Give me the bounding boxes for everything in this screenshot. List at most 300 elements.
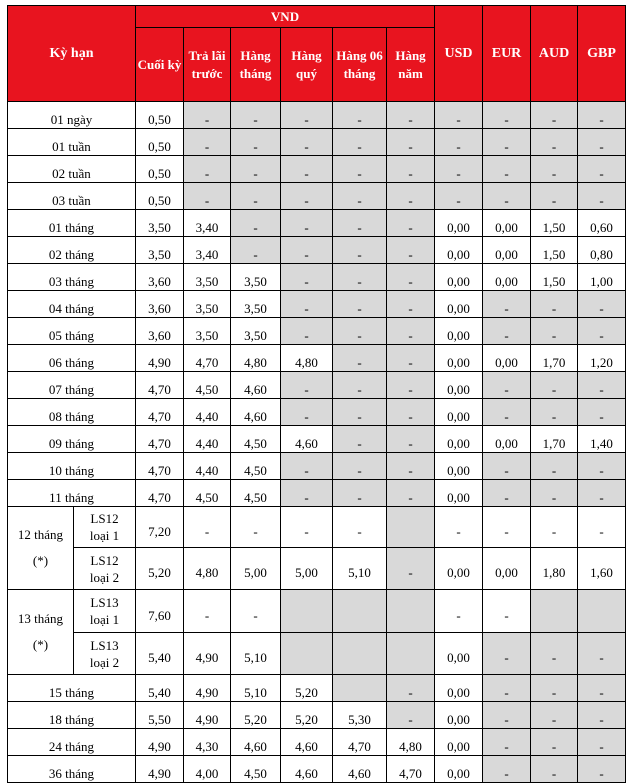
rate-cell xyxy=(281,702,333,729)
term-label xyxy=(8,183,136,210)
rate-cell xyxy=(435,156,483,183)
rate-cell xyxy=(483,675,531,702)
rate-value: - xyxy=(504,165,509,181)
term-label xyxy=(8,102,136,129)
rate-value: - xyxy=(204,192,210,208)
rate-cell xyxy=(184,318,231,345)
rate-value: 5,40 xyxy=(148,650,171,665)
rate-cell xyxy=(483,453,531,480)
rate-value: - xyxy=(599,327,604,343)
rate-cell xyxy=(531,633,578,675)
rate-cell xyxy=(333,702,387,729)
term-label-text: 18 tháng xyxy=(48,712,95,727)
rate-cell xyxy=(531,729,578,756)
rate-cell xyxy=(333,399,387,426)
rate-value: - xyxy=(357,489,362,505)
table-row xyxy=(8,633,626,675)
rate-cell xyxy=(136,453,184,480)
rate-cell xyxy=(333,183,387,210)
rate-value: 3,40 xyxy=(195,219,219,235)
rate-cell xyxy=(184,156,231,183)
rate-cell xyxy=(136,399,184,426)
rate-value: - xyxy=(408,354,413,370)
header-eur: EUR xyxy=(483,6,531,102)
rate-cell xyxy=(281,426,333,453)
rate-value: - xyxy=(599,138,604,154)
rate-cell xyxy=(435,756,483,783)
sub-term-label xyxy=(74,590,136,633)
term-label xyxy=(8,210,136,237)
rate-cell xyxy=(184,237,231,264)
rate-cell xyxy=(435,291,483,318)
rate-cell xyxy=(483,264,531,291)
rate-cell xyxy=(531,345,578,372)
rate-value: - xyxy=(504,111,509,127)
rate-value: - xyxy=(357,435,362,451)
rate-value: - xyxy=(551,765,557,781)
rate-value: - xyxy=(357,354,362,370)
rate-cell xyxy=(184,183,231,210)
rate-cell xyxy=(578,633,626,675)
rate-value: 4,90 xyxy=(195,650,219,665)
rate-cell xyxy=(281,675,333,702)
rate-value: 0,50 xyxy=(148,138,171,154)
rate-value: - xyxy=(408,138,413,154)
rate-value: - xyxy=(253,138,258,154)
rate-cell xyxy=(483,291,531,318)
rate-cell xyxy=(435,480,483,507)
rate-cell xyxy=(136,210,184,237)
term-label xyxy=(8,156,136,183)
rate-value: - xyxy=(551,738,557,754)
rate-cell xyxy=(231,702,281,729)
header-vnd-col: Hàng năm xyxy=(387,28,435,102)
rate-cell xyxy=(578,156,626,183)
rate-cell xyxy=(387,102,435,129)
rate-cell xyxy=(136,729,184,756)
rate-value: 5,30 xyxy=(348,711,371,727)
rate-cell xyxy=(281,129,333,156)
table-row xyxy=(8,291,626,318)
rate-cell xyxy=(333,480,387,507)
rate-value: - xyxy=(504,138,509,154)
rate-cell xyxy=(578,264,626,291)
rate-value: - xyxy=(253,219,258,235)
rate-value: 0,00 xyxy=(495,435,518,451)
rate-value: 1,70 xyxy=(542,354,566,370)
rate-cell xyxy=(578,756,626,783)
rate-value: 4,50 xyxy=(244,489,267,505)
rate-value: - xyxy=(551,408,557,424)
rate-cell xyxy=(531,399,578,426)
rate-value: 4,60 xyxy=(244,408,267,424)
rate-value: 1,80 xyxy=(542,565,566,580)
sub-term-code: LS12 xyxy=(90,511,119,526)
rate-cell xyxy=(333,675,387,702)
rate-value: - xyxy=(204,523,210,539)
rate-cell xyxy=(136,548,184,590)
rate-cell xyxy=(435,426,483,453)
rate-value: - xyxy=(357,111,362,127)
rate-cell xyxy=(136,345,184,372)
rate-value: - xyxy=(551,165,557,181)
rate-value: - xyxy=(253,523,258,539)
rate-cell xyxy=(387,264,435,291)
rate-cell xyxy=(333,729,387,756)
rate-cell xyxy=(483,426,531,453)
sub-term-label xyxy=(74,548,136,590)
rate-cell xyxy=(281,548,333,590)
rate-value: 1,60 xyxy=(590,565,613,580)
rate-cell xyxy=(483,183,531,210)
rate-cell xyxy=(483,156,531,183)
rate-value: - xyxy=(304,462,309,478)
rate-value: 0,00 xyxy=(447,565,470,580)
rate-value: 0,00 xyxy=(447,765,470,781)
term-label-text: 03 tháng xyxy=(48,274,95,289)
term-label-text: 15 tháng xyxy=(48,685,95,700)
rate-value: - xyxy=(304,219,309,235)
table-row xyxy=(8,102,626,129)
table-row xyxy=(8,318,626,345)
rate-cell xyxy=(231,548,281,590)
term-label xyxy=(8,399,136,426)
rate-value: - xyxy=(304,192,309,208)
rate-cell xyxy=(531,453,578,480)
rate-cell xyxy=(333,345,387,372)
rate-cell xyxy=(184,675,231,702)
rate-cell xyxy=(483,210,531,237)
rate-cell xyxy=(483,102,531,129)
rate-value: 5,10 xyxy=(348,565,371,580)
rate-value: 4,70 xyxy=(148,462,171,478)
rate-cell xyxy=(578,183,626,210)
rate-value: 4,40 xyxy=(195,408,219,424)
rate-cell xyxy=(136,426,184,453)
rate-value: 4,70 xyxy=(399,765,422,781)
rate-value: - xyxy=(456,111,461,127)
rate-value: - xyxy=(551,684,557,700)
rate-cell xyxy=(387,675,435,702)
rate-value: 5,50 xyxy=(148,711,171,727)
term-label-text: 01 ngày xyxy=(50,112,93,127)
rate-cell xyxy=(136,633,184,675)
rate-value: - xyxy=(599,408,604,424)
rate-value: - xyxy=(304,111,309,127)
rate-value: - xyxy=(599,381,604,397)
rate-cell xyxy=(387,156,435,183)
rate-cell xyxy=(136,372,184,399)
table-row xyxy=(8,156,626,183)
rate-value: 4,50 xyxy=(244,462,267,478)
rate-cell xyxy=(531,210,578,237)
rate-value: - xyxy=(504,300,509,316)
rate-value: 7,60 xyxy=(148,607,171,623)
term-label-text: 06 tháng xyxy=(48,355,95,370)
rate-value: - xyxy=(408,489,413,505)
rate-cell xyxy=(231,756,281,783)
table-row xyxy=(8,372,626,399)
rate-cell xyxy=(387,318,435,345)
rate-value: - xyxy=(408,435,413,451)
rate-cell xyxy=(435,129,483,156)
rate-cell xyxy=(483,237,531,264)
rate-cell xyxy=(387,399,435,426)
table-row xyxy=(8,129,626,156)
rate-value: - xyxy=(357,300,362,316)
rate-value: - xyxy=(456,192,461,208)
rate-value: - xyxy=(204,607,210,623)
rate-value: - xyxy=(551,300,557,316)
rate-cell xyxy=(387,291,435,318)
rate-cell xyxy=(281,729,333,756)
header-vnd: VND xyxy=(136,6,435,28)
rate-cell xyxy=(531,480,578,507)
rate-value: - xyxy=(357,523,362,539)
table-row xyxy=(8,210,626,237)
rate-cell xyxy=(184,399,231,426)
rate-value: 4,60 xyxy=(348,765,371,781)
rate-cell xyxy=(578,729,626,756)
rate-value: 0,00 xyxy=(447,684,470,700)
term-label-text: 10 tháng xyxy=(48,463,95,478)
rate-cell xyxy=(333,237,387,264)
rate-cell xyxy=(531,590,578,633)
rate-cell xyxy=(281,291,333,318)
rate-cell xyxy=(333,264,387,291)
rate-cell xyxy=(578,702,626,729)
rate-cell xyxy=(136,590,184,633)
rate-value: - xyxy=(304,246,309,262)
rate-cell xyxy=(435,590,483,633)
header-vnd-col: Hàng 06 tháng xyxy=(333,28,387,102)
rate-value: 4,60 xyxy=(244,738,267,754)
rate-cell xyxy=(483,129,531,156)
rate-value: 4,60 xyxy=(295,765,318,781)
rate-value: - xyxy=(599,523,604,539)
rate-cell xyxy=(578,318,626,345)
rate-value: - xyxy=(408,165,413,181)
rate-value: 4,90 xyxy=(195,711,219,727)
rate-value: - xyxy=(357,408,362,424)
rate-value: 4,90 xyxy=(195,684,219,700)
rate-value: 3,50 xyxy=(148,219,171,235)
rate-value: - xyxy=(357,462,362,478)
rate-cell xyxy=(435,399,483,426)
rate-cell xyxy=(531,675,578,702)
rate-cell xyxy=(387,729,435,756)
rate-cell xyxy=(231,590,281,633)
rate-cell xyxy=(184,548,231,590)
rate-value: 4,80 xyxy=(195,565,219,580)
rate-cell xyxy=(435,633,483,675)
rate-value: - xyxy=(357,165,362,181)
rate-cell xyxy=(231,426,281,453)
sub-term-label xyxy=(74,507,136,548)
rate-value: 3,60 xyxy=(148,300,171,316)
rate-value: - xyxy=(408,327,413,343)
term-label-text: 08 tháng xyxy=(48,409,95,424)
rate-cell xyxy=(184,453,231,480)
rate-value: 0,00 xyxy=(495,565,518,580)
rate-value: 1,40 xyxy=(590,435,613,451)
rate-value: 4,40 xyxy=(195,462,219,478)
term-note: (*) xyxy=(32,553,49,568)
rate-value: 5,10 xyxy=(244,684,267,700)
rate-cell xyxy=(435,702,483,729)
rate-cell xyxy=(333,102,387,129)
rate-value: 4,80 xyxy=(295,354,318,370)
rate-cell xyxy=(136,156,184,183)
rate-cell xyxy=(231,633,281,675)
rate-value: - xyxy=(504,523,509,539)
rate-cell xyxy=(184,633,231,675)
table-row xyxy=(8,675,626,702)
rate-value: 4,70 xyxy=(348,738,371,754)
rate-value: - xyxy=(599,111,604,127)
rate-cell xyxy=(136,480,184,507)
rate-cell xyxy=(435,264,483,291)
rate-value: 3,60 xyxy=(148,273,171,289)
term-label xyxy=(8,345,136,372)
rate-cell xyxy=(435,453,483,480)
rate-value: - xyxy=(504,711,509,727)
rate-value: - xyxy=(304,165,309,181)
rate-value: - xyxy=(456,165,461,181)
rate-value: - xyxy=(408,246,413,262)
rate-cell xyxy=(483,318,531,345)
rate-cell xyxy=(231,102,281,129)
rate-value: 3,50 xyxy=(148,246,171,262)
term-label-text: 24 tháng xyxy=(48,739,95,754)
rate-cell xyxy=(184,345,231,372)
rate-cell xyxy=(184,729,231,756)
rate-cell xyxy=(333,156,387,183)
term-label-text: 36 tháng xyxy=(48,766,95,781)
term-label xyxy=(8,590,74,675)
sub-term-code: LS13 xyxy=(90,637,119,653)
rate-value: - xyxy=(504,381,509,397)
rate-value: - xyxy=(551,111,557,127)
rate-value: - xyxy=(357,381,362,397)
rate-cell xyxy=(483,399,531,426)
rate-cell xyxy=(387,453,435,480)
rate-value: - xyxy=(504,650,509,665)
header-vnd-col: Hàng quý xyxy=(281,28,333,102)
term-label xyxy=(8,729,136,756)
rate-cell xyxy=(435,102,483,129)
header-vnd-col: Trả lãi trước xyxy=(184,28,231,102)
rate-value: - xyxy=(504,327,509,343)
rate-value: - xyxy=(551,381,557,397)
table-row xyxy=(8,264,626,291)
rate-value: - xyxy=(599,489,604,505)
rate-cell xyxy=(281,756,333,783)
sub-term-type: loại 2 xyxy=(89,569,120,585)
rate-cell xyxy=(578,291,626,318)
rate-value: - xyxy=(357,273,362,289)
rate-cell xyxy=(136,507,184,548)
rate-value: 0,00 xyxy=(447,650,470,665)
rate-cell xyxy=(483,756,531,783)
rate-cell xyxy=(231,129,281,156)
rate-value: - xyxy=(599,738,604,754)
rate-cell xyxy=(184,264,231,291)
rate-value: - xyxy=(408,111,413,127)
rate-cell xyxy=(231,399,281,426)
rate-cell xyxy=(387,702,435,729)
rate-cell xyxy=(435,729,483,756)
rate-value: - xyxy=(504,684,509,700)
sub-term-type: loại 1 xyxy=(89,612,120,627)
term-label-text: 04 tháng xyxy=(48,301,95,316)
rate-cell xyxy=(231,729,281,756)
header-vnd-col: Hàng tháng xyxy=(231,28,281,102)
rate-cell xyxy=(136,291,184,318)
sub-term-type: loại 1 xyxy=(89,528,120,543)
rate-cell xyxy=(531,372,578,399)
rate-value: 1,20 xyxy=(590,354,613,370)
rate-cell xyxy=(333,210,387,237)
rate-cell xyxy=(483,507,531,548)
rate-value: 0,00 xyxy=(447,489,470,505)
rate-value: 0,00 xyxy=(447,246,470,262)
rate-value: - xyxy=(253,192,258,208)
rate-cell xyxy=(531,129,578,156)
rate-value: - xyxy=(253,607,258,623)
table-row xyxy=(8,453,626,480)
table-row xyxy=(8,702,626,729)
term-label-text: 02 tuần xyxy=(52,166,91,181)
rate-cell xyxy=(231,345,281,372)
rate-cell xyxy=(281,102,333,129)
rate-cell xyxy=(387,210,435,237)
rate-value: - xyxy=(304,408,309,424)
rate-cell xyxy=(281,480,333,507)
rate-value: - xyxy=(551,650,557,665)
rate-value: 5,20 xyxy=(244,711,267,727)
rate-value: 0,00 xyxy=(447,408,470,424)
rate-cell xyxy=(483,702,531,729)
table-row xyxy=(8,399,626,426)
rate-value: - xyxy=(599,192,604,208)
rate-cell xyxy=(281,156,333,183)
term-label xyxy=(8,318,136,345)
table-row xyxy=(8,507,626,548)
term-note: (*) xyxy=(32,637,49,652)
rate-value: 1,00 xyxy=(590,273,613,289)
header-aud: AUD xyxy=(531,6,578,102)
rate-value: - xyxy=(551,192,557,208)
rate-cell xyxy=(231,675,281,702)
rate-value: - xyxy=(357,246,362,262)
rate-value: 1,50 xyxy=(542,273,566,289)
rate-cell xyxy=(578,590,626,633)
rate-value: - xyxy=(599,684,604,700)
rate-cell xyxy=(483,590,531,633)
rate-cell xyxy=(387,345,435,372)
rate-value: - xyxy=(456,138,461,154)
rate-cell xyxy=(184,756,231,783)
rate-value: - xyxy=(304,327,309,343)
rate-cell xyxy=(136,702,184,729)
rate-cell xyxy=(435,210,483,237)
rate-cell xyxy=(578,675,626,702)
rate-value: 5,20 xyxy=(295,711,318,727)
term-label-text: 07 tháng xyxy=(48,382,95,397)
rate-value: - xyxy=(599,462,604,478)
rate-cell xyxy=(483,633,531,675)
